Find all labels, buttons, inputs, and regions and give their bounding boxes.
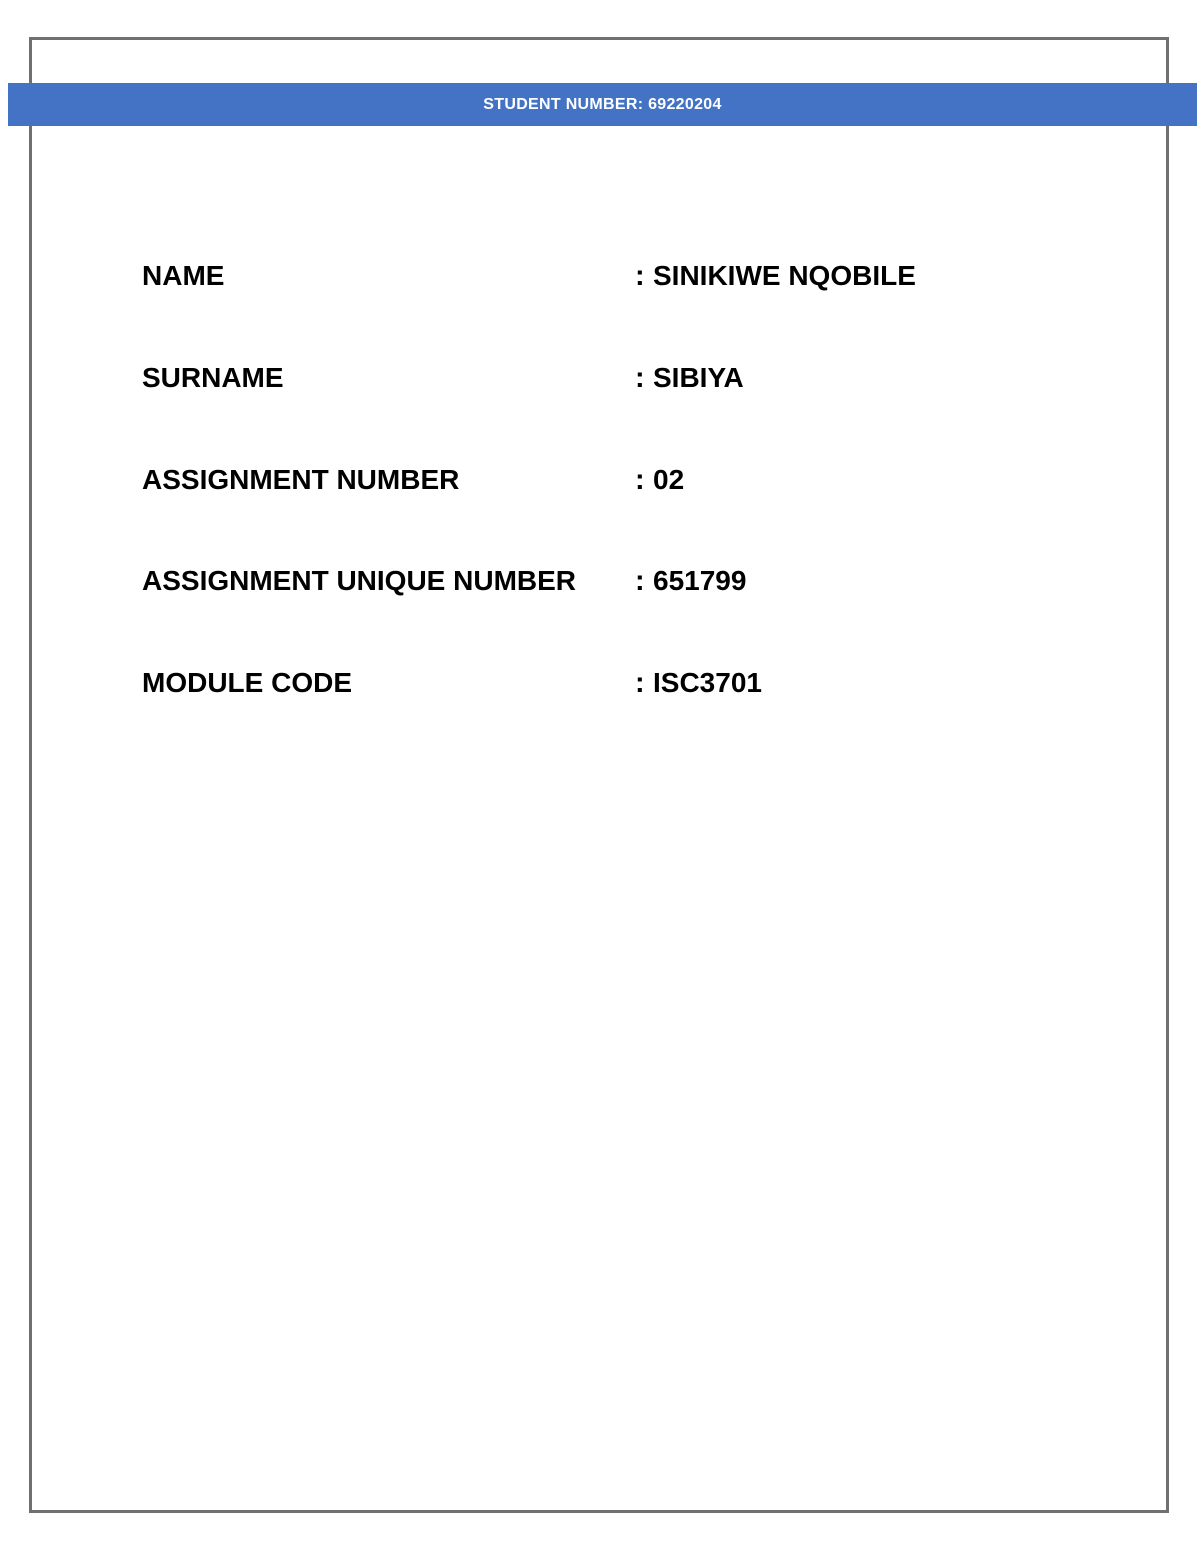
field-separator: : — [635, 666, 645, 699]
field-value-assignment-unique-number: 651799 — [653, 565, 747, 596]
field-label-module-code: MODULE CODE — [142, 667, 352, 698]
field-row-assignment-unique-number — [142, 561, 1102, 601]
field-row-module-code — [142, 663, 1102, 703]
field-value-surname: SIBIYA — [653, 362, 744, 393]
field-row-assignment-number — [142, 460, 1102, 500]
field-row-surname — [142, 358, 1102, 398]
field-value-module-code: ISC3701 — [653, 667, 762, 698]
field-row-name — [142, 256, 1102, 296]
field-label-surname: SURNAME — [142, 362, 284, 393]
field-separator: : — [635, 361, 645, 394]
field-label-assignment-unique-number: ASSIGNMENT UNIQUE NUMBER — [142, 565, 577, 596]
student-number-header: STUDENT NUMBER: 69220204 — [483, 95, 722, 113]
header-band — [8, 83, 1197, 126]
field-label-assignment-number: ASSIGNMENT NUMBER — [142, 464, 460, 495]
field-separator: : — [635, 463, 645, 496]
field-label-name: NAME — [142, 260, 225, 291]
field-separator: : — [635, 564, 645, 597]
field-separator: : — [635, 259, 645, 292]
field-value-assignment-number: 02 — [653, 464, 685, 495]
field-value-name: SINIKIWE NQOBILE — [653, 260, 916, 291]
